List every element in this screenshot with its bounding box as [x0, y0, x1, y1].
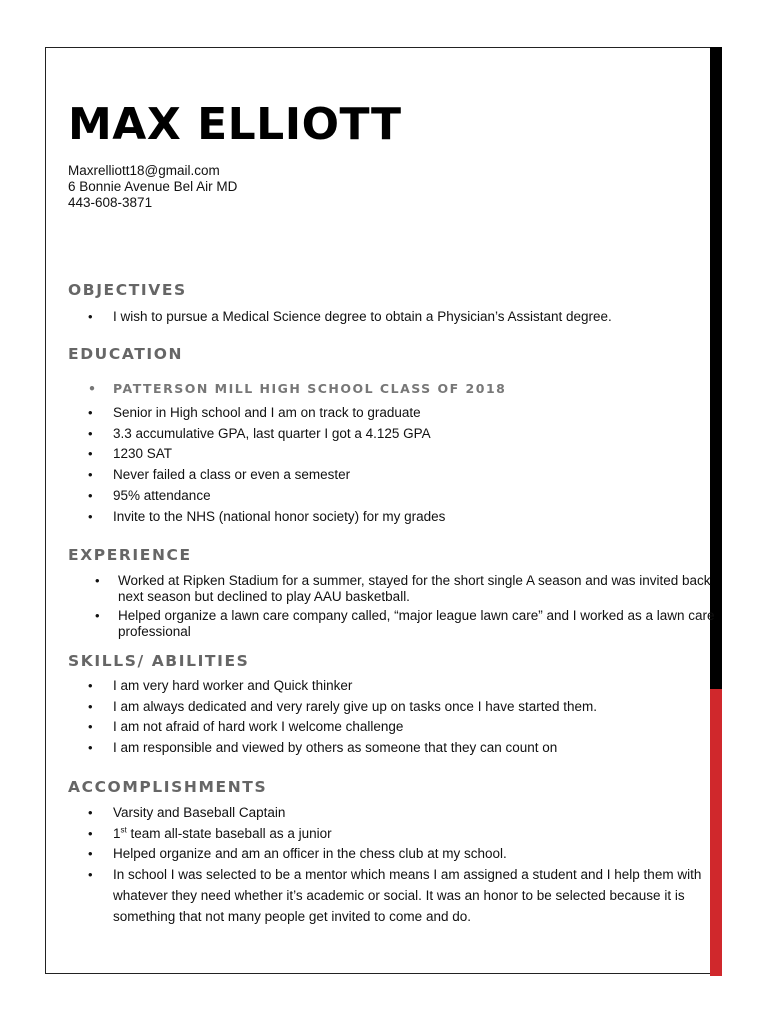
skills-heading: SKILLS/ ABILITIES	[68, 652, 250, 670]
experience-list	[68, 573, 718, 643]
list-item: • I am responsible and viewed by others as someone that they can count on	[68, 738, 597, 759]
education-list	[68, 403, 445, 527]
skills-list	[68, 676, 597, 759]
school-heading	[68, 381, 506, 396]
list-item: • 3.3 accumulative GPA, last quarter I got a 4.125 GPA	[68, 424, 445, 445]
list-item: • I am always dedicated and very rarely give up on tasks once I have started them.	[68, 697, 597, 718]
education-heading: EDUCATION	[68, 345, 184, 363]
list-item: • Never failed a class or even a semester	[68, 465, 445, 486]
list-item: • Helped organize a lawn care company called, “major league lawn care” and I worked as a lawn care professional	[68, 608, 718, 640]
list-item: • Helped organize and am an officer in the chess club at my school.	[68, 844, 713, 865]
ordinal-number: 1	[113, 825, 121, 841]
list-item: • Varsity and Baseball Captain	[68, 803, 713, 824]
objectives-heading: OBJECTIVES	[68, 281, 187, 299]
candidate-name: MAX ELLIOTT	[68, 99, 402, 150]
list-item	[68, 824, 713, 845]
contact-block	[68, 163, 237, 211]
list-item: • 95% attendance	[68, 486, 445, 507]
list-item: • 1230 SAT	[68, 444, 445, 465]
phone: 443-608-3871	[68, 195, 153, 210]
list-item: • Invite to the NHS (national honor society) for my grades	[68, 507, 445, 528]
accomplishments-list	[68, 803, 713, 927]
list-item: • I am not afraid of hard work I welcome challenge	[68, 717, 597, 738]
list-item: • Senior in High school and I am on track to graduate	[68, 403, 445, 424]
list-item: • I wish to pursue a Medical Science degree to obtain a Physician’s Assistant degree.	[68, 307, 612, 328]
address: 6 Bonnie Avenue Bel Air MD	[68, 179, 238, 194]
bullet: •	[88, 381, 96, 396]
list-item: • I am very hard worker and Quick thinker	[68, 676, 597, 697]
accomplishments-heading: ACCOMPLISHMENTS	[68, 778, 268, 796]
ordinal-suffix: st	[120, 825, 127, 835]
school-name: PATTERSON MILL HIGH SCHOOL CLASS OF 2018	[113, 381, 507, 396]
list-item: • Worked at Ripken Stadium for a summer, stayed for the short single A season and was invited back next season but declined to play AAU basketball.	[68, 573, 718, 605]
item-text: team all-state baseball as a junior	[126, 825, 332, 841]
experience-heading: EXPERIENCE	[68, 546, 192, 564]
list-item: • In school I was selected to be a mentor which means I am assigned a student and I help them with whatever they need whether it’s academic or social. It was an honor to be selected because it is something that not many people get invited to come and do.	[68, 865, 713, 927]
email: Maxrelliott18@gmail.com	[68, 163, 220, 178]
objectives-list	[68, 307, 612, 328]
